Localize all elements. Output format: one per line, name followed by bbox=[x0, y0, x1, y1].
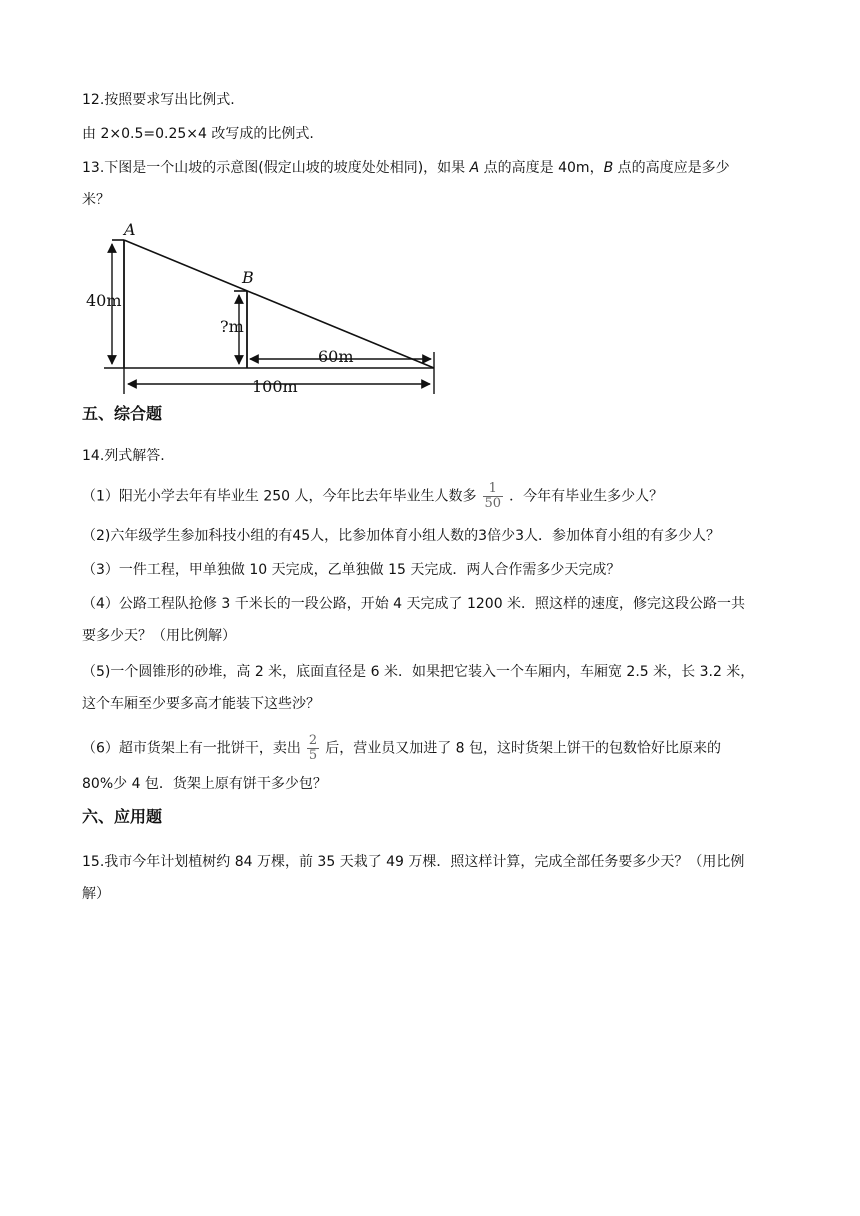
label-b: B bbox=[242, 268, 254, 287]
q13-point-b: B bbox=[603, 160, 614, 176]
q12-title: 12.按照要求写出比例式. bbox=[82, 92, 235, 108]
q14-p1-frac-den: 50 bbox=[484, 496, 502, 511]
q14-p6-frac-den: 5 bbox=[308, 748, 318, 763]
label-60m: 60m bbox=[318, 347, 354, 366]
q14-p4-line1: （4）公路工程队抢修 3 千米长的一段公路，开始 4 天完成了 1200 米．照这样的速度，修完这段公路一共 bbox=[82, 596, 746, 612]
q14-p1 bbox=[82, 482, 663, 511]
slope-line bbox=[124, 240, 434, 368]
slope-diagram bbox=[82, 218, 452, 398]
q14-p1-text-b: ．今年有毕业生多少人？ bbox=[509, 488, 664, 505]
q14-p6-frac-num: 2 bbox=[308, 733, 318, 748]
q14-p6-line1 bbox=[82, 734, 721, 763]
q14-p6-fraction bbox=[307, 734, 319, 763]
q14-p2: （2)六年级学生参加科技小组的有45人，比参加体育小组人数的3倍少3人．参加体育小组的有多少人？ bbox=[82, 528, 720, 544]
q14-p1-text-a: （1）阳光小学去年有毕业生 250 人，今年比去年毕业生人数多 bbox=[82, 488, 477, 505]
label-a: A bbox=[124, 220, 136, 239]
q14-p5-line2: 这个车厢至少要多高才能装下这些沙？ bbox=[82, 696, 320, 712]
label-height-a: 40m bbox=[86, 291, 122, 310]
q14-p6-text-a: （6）超市货架上有一批饼干，卖出 bbox=[82, 740, 301, 757]
q14-p1-frac-num: 1 bbox=[488, 481, 497, 496]
q13-point-a: A bbox=[469, 160, 480, 176]
label-100m: 100m bbox=[252, 377, 298, 396]
q13-text-a: 13.下图是一个山坡的示意图(假定山坡的坡度处处相同)，如果 bbox=[82, 160, 470, 176]
q13-line2: 米？ bbox=[82, 192, 110, 208]
section6-title: 六、应用题 bbox=[82, 807, 163, 826]
q14-p1-fraction bbox=[483, 482, 504, 511]
label-height-b: ?m bbox=[220, 317, 244, 336]
q13-text-b: 点的高度是 40m， bbox=[479, 160, 604, 176]
q14-p5-line1: （5)一个圆锥形的砂堆，高 2 米，底面直径是 6 米．如果把它装入一个车厢内，车厢宽 2.5 米，长 3.2 米， bbox=[82, 664, 755, 680]
q15-line1: 15.我市今年计划植树约 84 万棵，前 35 天栽了 49 万棵．照这样计算，完成全部任务要多少天？（用比例 bbox=[82, 854, 745, 870]
q14-p6-text-b: 后，营业员又加进了 8 包，这时货架上饼干的包数恰好比原来的 bbox=[325, 740, 722, 757]
q14-title: 14.列式解答. bbox=[82, 448, 165, 464]
q15-line2: 解） bbox=[82, 886, 110, 902]
q14-p4-line2: 要多少天？（用比例解） bbox=[82, 628, 236, 644]
q14-p3: （3）一件工程，甲单独做 10 天完成，乙单独做 15 天完成．两人合作需多少天完成？ bbox=[82, 562, 621, 578]
q13-line1 bbox=[82, 158, 730, 178]
q14-p6-line2: 80%少 4 包．货架上原有饼干多少包？ bbox=[82, 776, 327, 792]
q13-text-c: 点的高度应是多少 bbox=[613, 160, 730, 176]
section5-title: 五、综合题 bbox=[82, 404, 163, 423]
q12-body: 由 2×0.5=0.25×4 改写成的比例式. bbox=[82, 126, 314, 142]
